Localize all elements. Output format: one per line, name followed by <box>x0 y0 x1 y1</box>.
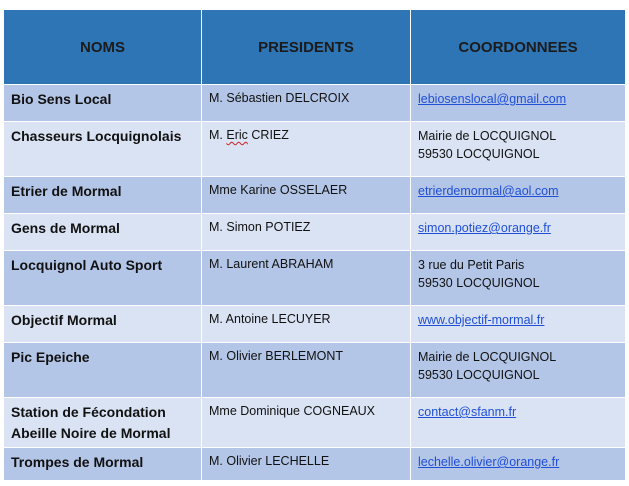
contact-cell <box>411 177 626 214</box>
contact-cell <box>411 398 626 448</box>
president-name: M. Olivier LECHELLE <box>202 448 411 481</box>
contact-cell <box>411 214 626 251</box>
table-row <box>4 177 626 214</box>
email-link[interactable]: etrierdemormal@aol.com <box>418 184 559 198</box>
associations-table-container <box>3 9 625 481</box>
association-name: Chasseurs Locquignolais <box>4 122 202 177</box>
association-name: Locquignol Auto Sport <box>4 251 202 306</box>
contact-cell <box>411 85 626 122</box>
president-name: M. Simon POTIEZ <box>202 214 411 251</box>
email-link[interactable]: lechelle.olivier@orange.fr <box>418 455 560 469</box>
website-link[interactable]: www.objectif-mormal.fr <box>418 313 545 327</box>
address-line: 59530 LOCQUIGNOL <box>418 147 540 161</box>
president-title: M. <box>209 128 223 142</box>
table-row <box>4 343 626 398</box>
contact-cell <box>411 122 626 177</box>
contact-cell <box>411 343 626 398</box>
contact-cell <box>411 306 626 343</box>
contact-cell <box>411 448 626 481</box>
header-presidents: PRESIDENTS <box>202 10 411 85</box>
associations-table <box>3 9 626 481</box>
association-name-line: Station de Fécondation <box>11 404 166 420</box>
president-name: Mme Karine OSSELAER <box>202 177 411 214</box>
president-name <box>202 122 411 177</box>
association-name-line: Abeille Noire de Mormal <box>11 425 171 441</box>
association-name: Bio Sens Local <box>4 85 202 122</box>
president-name: M. Olivier BERLEMONT <box>202 343 411 398</box>
president-name: Mme Dominique COGNEAUX <box>202 398 411 448</box>
email-link[interactable]: lebiosenslocal@gmail.com <box>418 92 567 106</box>
header-row <box>4 10 626 85</box>
address-line: 59530 LOCQUIGNOL <box>418 276 540 290</box>
table-row <box>4 306 626 343</box>
table-row <box>4 85 626 122</box>
association-name: Trompes de Mormal <box>4 448 202 481</box>
table-row <box>4 448 626 481</box>
table-row <box>4 251 626 306</box>
president-first-name: Eric <box>226 128 248 142</box>
address-line: Mairie de LOCQUIGNOL <box>418 129 557 143</box>
table-row <box>4 214 626 251</box>
address-line: Mairie de LOCQUIGNOL <box>418 350 557 364</box>
address-line: 3 rue du Petit Paris <box>418 258 525 272</box>
association-name: Objectif Mormal <box>4 306 202 343</box>
address-line: 59530 LOCQUIGNOL <box>418 368 540 382</box>
association-name: Pic Epeiche <box>4 343 202 398</box>
association-name: Gens de Mormal <box>4 214 202 251</box>
association-name <box>4 398 202 448</box>
table-row <box>4 398 626 448</box>
president-name: M. Antoine LECUYER <box>202 306 411 343</box>
header-noms: NOMS <box>4 10 202 85</box>
table-header <box>4 10 626 85</box>
email-link[interactable]: simon.potiez@orange.fr <box>418 221 551 235</box>
email-link[interactable]: contact@sfanm.fr <box>418 405 517 419</box>
table-body <box>4 85 626 481</box>
president-name: M. Laurent ABRAHAM <box>202 251 411 306</box>
contact-cell <box>411 251 626 306</box>
table-row <box>4 122 626 177</box>
header-coordonnees: COORDONNEES <box>411 10 626 85</box>
president-last-name: CRIEZ <box>251 128 289 142</box>
association-name: Etrier de Mormal <box>4 177 202 214</box>
president-name: M. Sébastien DELCROIX <box>202 85 411 122</box>
